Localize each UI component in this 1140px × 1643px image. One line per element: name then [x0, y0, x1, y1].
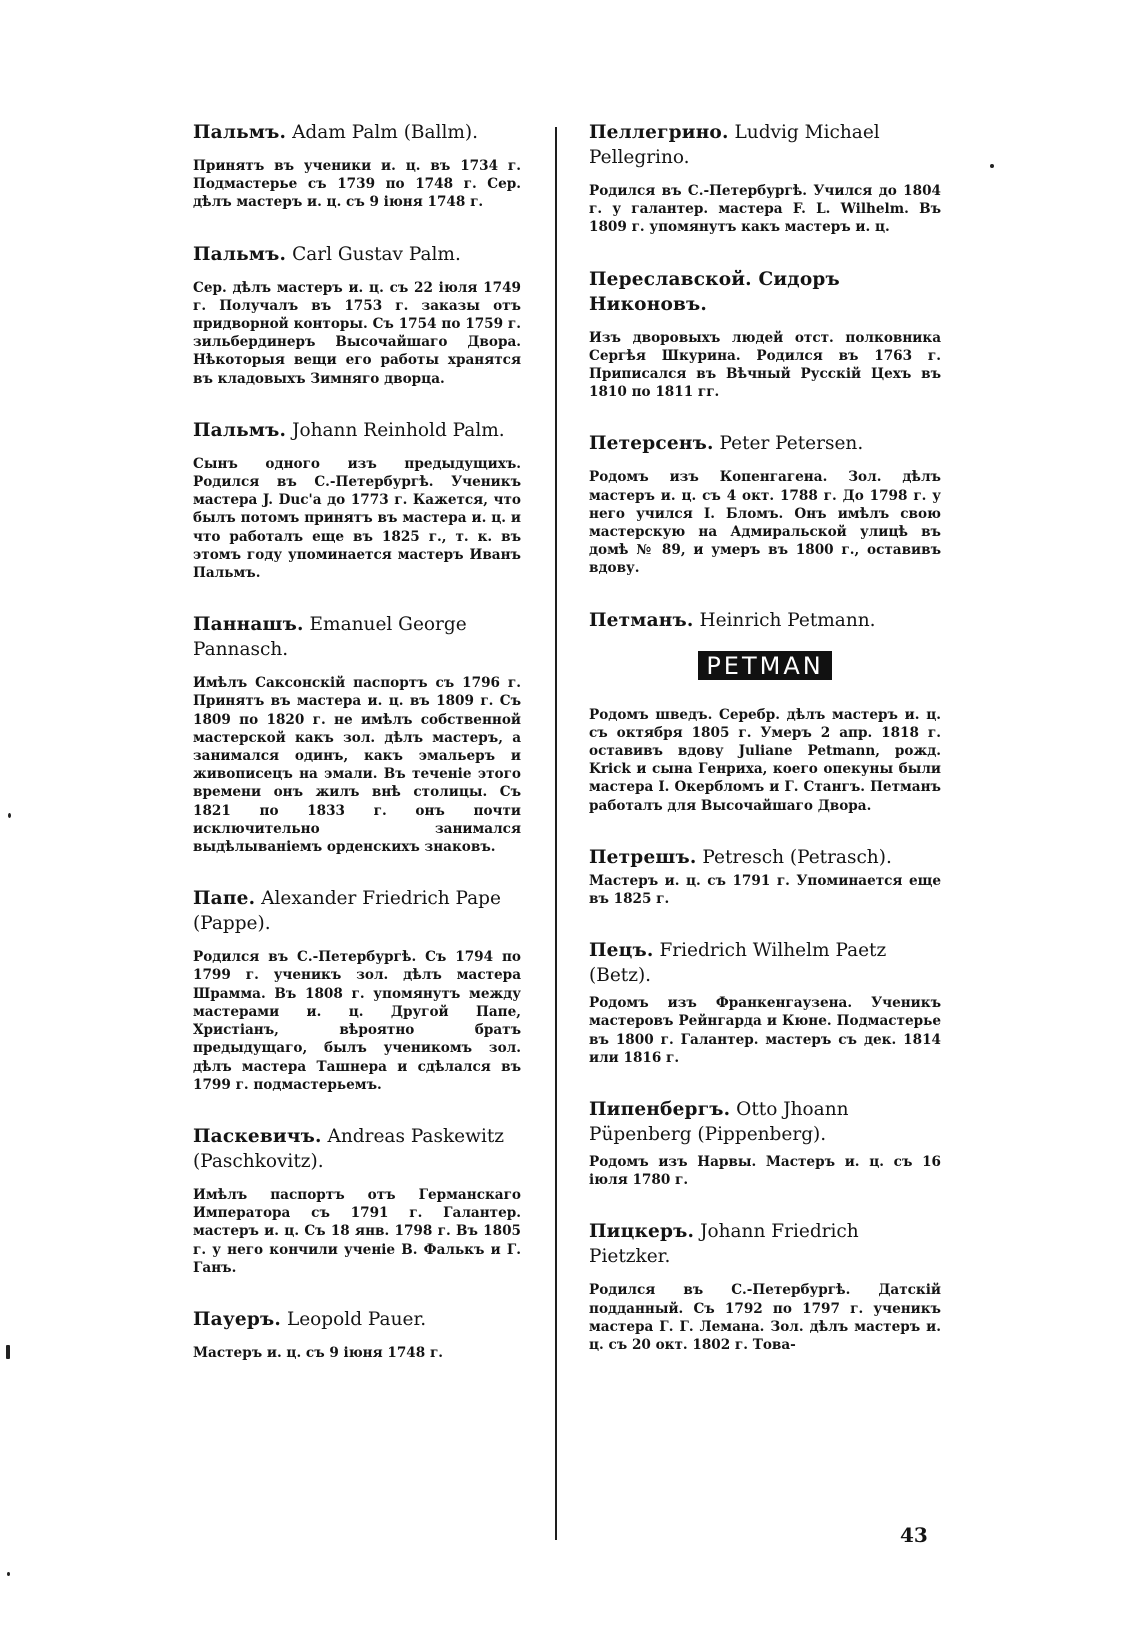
left-column [193, 120, 521, 1362]
entry-heading [193, 612, 521, 662]
entry-heading [193, 1307, 521, 1332]
entry-text: Имѣлъ Саксонскій паспортъ съ 1796 г. Принятъ въ мастера и. ц. въ 1809 г. Съ 1809 по 1820 г. не имѣлъ собственной мастерской какъ зол. дѣлъ мастеръ, а занимался одинъ, какъ эмальеръ и живописецъ на эмали. Въ теченіе этого времени онъ жилъ внѣ столицы. Съ 1821 по 1833 г. онъ почти исключительно занимался выдѣлываніемъ орденскихъ знаковъ. [193, 675, 521, 856]
entry-heading [589, 1097, 941, 1147]
entry-heading [193, 418, 521, 443]
entry-name-de: Emanuel George Pannasch. [193, 614, 467, 661]
entry-text: Родился въ С.-Петербургѣ. Съ 1794 по 1799 г. ученикъ зол. дѣлъ мастера Шрамма. Въ 1808 г. упомянутъ между мастерами и. ц. Другой Папе, Христіанъ, вѣроятно братъ предыдущаго, былъ ученикомъ зол. дѣлъ мастера Ташнера и сдѣлался въ 1799 г. подмастерьемъ. [193, 949, 521, 1093]
entry-heading [193, 1124, 521, 1174]
entry-heading [193, 120, 521, 145]
entry-name-de: Peter Petersen. [719, 433, 864, 455]
entry-heading [589, 845, 941, 870]
entry-name-de: Adam Palm (Ballm). [292, 122, 479, 143]
entry-text: Изъ дворовыхъ людей отст. полковника Сергѣя Шкурина. Родился въ 1763 г. Приписался въ Вѣчный Русскій Цехъ въ 1810 по 1811 гг. [589, 329, 941, 401]
entry-heading [589, 431, 941, 456]
entry-name-ru: Пальмъ. [193, 419, 287, 441]
entry-name-ru: Паннашъ. [193, 614, 304, 636]
entry-heading [193, 886, 521, 936]
entry-text: Родомъ изъ Копенгагена. Зол. дѣлъ мастеръ и. ц. съ 4 окт. 1788 г. До 1798 г. у него учился І. Бломъ. Онъ имѣлъ свою мастерскую на Адмиральской улицѣ въ домѣ № 89, и умеръ въ 1800 г., оставивъ вдову. [589, 469, 941, 577]
entry-alexander-friedrich-pape [193, 886, 521, 1094]
entry-text: Родомъ шведъ. Серебр. дѣлъ мастеръ и. ц. съ октября 1805 г. Умеръ 2 апр. 1818 г. оставивъ вдову Juliane Petmann, рожд. Krick и сына Генриха, коего опекуны были мастера І. Окербломъ и Г. Стангъ. Петманъ работалъ для Высочайшаго Двора. [589, 706, 941, 814]
entry-name-ru: Пипенбергъ. [589, 1099, 731, 1121]
entry-name-ru: Петрешъ. [589, 846, 697, 868]
entry-pupenberg [589, 1097, 941, 1189]
entry-peter-petersen [589, 431, 941, 577]
entry-text: Мастеръ и. ц. съ 9 іюня 1748 г. [193, 1344, 444, 1361]
maker-mark [589, 651, 941, 680]
entry-petresch [589, 845, 941, 908]
entry-text: Принятъ въ ученики и. ц. въ 1734 г. Подмастерье съ 1739 по 1748 г. Сер. дѣлъ мастеръ и. ц. съ 9 іюня 1748 г. [193, 158, 521, 211]
entry-paetz [589, 938, 941, 1067]
entry-name-ru: Пецъ. [589, 940, 654, 962]
entry-text: Родился въ С.-Петербургѣ. Учился до 1804 г. у галантер. мастера F. L. Wilhelm. Въ 1809 г. упомянутъ какъ мастеръ и. ц. [589, 183, 941, 236]
entry-text: Сынъ одного изъ предыдущихъ. Родился въ С.-Петербургѣ. Ученикъ мастера J. Duc'a до 1773 г. Кажется, что былъ потомъ принятъ въ мастера и. ц. и что работалъ еще въ 1825 г., т. к. въ этомъ году упоминается мастеръ Иванъ Пальмъ. [193, 455, 521, 582]
entry-name-ru: Паскевичъ. [193, 1125, 322, 1147]
entry-name-de: Ludvig Michael Pellegrino. [589, 122, 880, 168]
entry-heading [589, 1219, 941, 1269]
entry-adam-palm [193, 120, 521, 212]
entry-pereslavskoy [589, 267, 941, 402]
entry-name-de: Johann Reinhold Palm. [292, 419, 505, 441]
entry-heading [589, 608, 941, 633]
page-number: 43 [900, 1523, 928, 1547]
column-divider [555, 127, 557, 1540]
entry-leopold-pauer [193, 1307, 521, 1362]
entry-heading [589, 267, 941, 317]
entry-heading [193, 242, 521, 267]
entry-name-de: Andreas Paskewitz (Paschkovitz). [193, 1125, 505, 1172]
entry-text: Сер. дѣлъ мастеръ и. ц. съ 22 іюля 1749 г. Получалъ въ 1753 г. заказы отъ придворной конторы. Съ 1754 по 1759 г. зильбердинеръ Высочайшаго Двора. Нѣкоторыя вещи его работы хранятся въ кладовыхъ Зимняго дворца. [193, 279, 521, 387]
entry-name-ru: Переславской. Сидоръ Никоновъ. [589, 268, 840, 315]
entry-heading [589, 938, 941, 988]
entry-text: Родомъ изъ Нарвы. Мастеръ и. ц. съ 16 іюля 1780 г. [589, 1154, 941, 1189]
entry-pietzker [589, 1219, 941, 1354]
entry-johann-reinhold-palm [193, 418, 521, 582]
entry-heading [589, 120, 941, 170]
entry-name-ru: Петерсенъ. [589, 433, 714, 455]
entry-name-ru: Пальмъ. [193, 243, 287, 265]
scan-speck [7, 1572, 10, 1576]
entry-andreas-paskewitz [193, 1124, 521, 1277]
entry-text: Имѣлъ паспортъ отъ Германскаго Императора съ 1791 г. Галантер. мастеръ и. ц. Съ 18 янв. 1798 г. Въ 1805 г. у него кончили ученіе В. Фалькъ и Г. Ганъ. [193, 1186, 521, 1276]
entry-name-ru: Пицкеръ. [589, 1221, 695, 1243]
right-column [589, 120, 941, 1354]
scan-speck [6, 1345, 10, 1359]
entry-carl-gustav-palm [193, 242, 521, 388]
entry-name-ru: Пауеръ. [193, 1308, 282, 1330]
entry-name-ru: Пальмъ. [193, 122, 287, 143]
entry-name-de: Alexander Friedrich Pape (Pappe). [193, 888, 501, 935]
entry-name-de: Friedrich Wilhelm Paetz (Betz). [589, 940, 887, 987]
entry-name-de: Otto Jhoann Püpenberg (Pippenberg). [589, 1099, 849, 1146]
entry-text: Родился въ С.-Петербургѣ. Датскій подданный. Съ 1792 по 1797 г. ученикъ мастера Г. Г. Лемана. Зол. дѣлъ мастеръ и. ц. съ 20 окт. 1802 г. Това- [589, 1282, 941, 1354]
entry-name-de: Heinrich Petmann. [699, 609, 876, 631]
entry-name-ru: Пеллегрино. [589, 122, 729, 143]
entry-pellegrino [589, 120, 941, 237]
maker-mark-stamp: PETMAN [698, 651, 831, 680]
entry-name-ru: Папе. [193, 888, 256, 910]
entry-name-de: Leopold Pauer. [286, 1308, 427, 1330]
entry-text: Мастеръ и. ц. съ 1791 г. Упоминается еще въ 1825 г. [589, 872, 941, 908]
entry-name-de: Carl Gustav Palm. [292, 243, 461, 265]
scan-speck [990, 164, 994, 168]
entry-name-ru: Петманъ. [589, 609, 694, 631]
entry-emanuel-george-pannasch [193, 612, 521, 856]
scan-speck [8, 813, 11, 818]
entry-heinrich-petmann [589, 608, 941, 815]
entry-name-de: Johann Friedrich Pietzker. [589, 1221, 859, 1268]
entry-name-de: Petresch (Petrasch). [702, 846, 892, 868]
entry-text: Родомъ изъ Франкенгаузена. Ученикъ мастеровъ Рейнгарда и Кюне. Подмастерье въ 1800 г. Галантер. мастеръ съ дек. 1814 или 1816 г. [589, 995, 941, 1066]
